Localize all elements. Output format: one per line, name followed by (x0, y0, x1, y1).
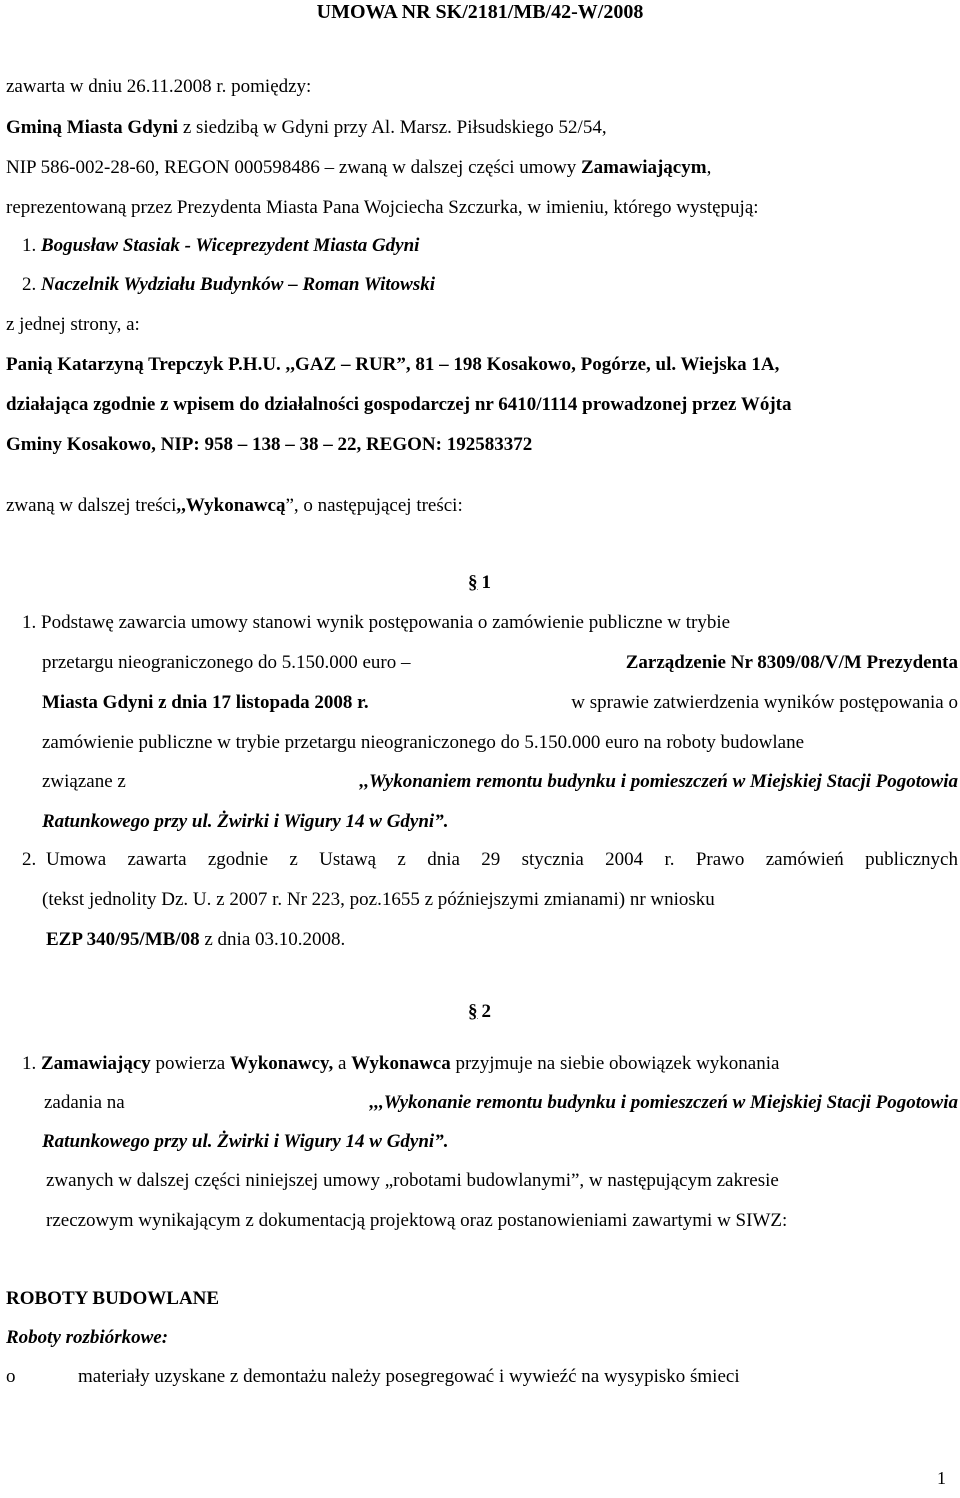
task-name: ,,,Wykonanie remontu budynku i pomieszczeń w Miejskiej Stacji Pogotowia (369, 1092, 958, 1113)
s1-p1-l2-text: przetargu nieograniczonego do 5.150.000 euro – (42, 652, 411, 673)
works-item-text: materiały uzyskane z demontażu należy posegregować i wywieźć na wysypisko śmieci (78, 1366, 740, 1387)
s1-p2-line-3 (46, 928, 345, 952)
s1-p1-line-6: Ratunkowego przy ul. Żwirki i Wigury 14 w Gdyni”. (42, 811, 449, 832)
text: przyjmuje na siebie obowiązek wykonania (450, 1053, 780, 1074)
contractor-name: Panią Katarzyną Trepczyk P.H.U. ,,GAZ – RUR”, 81 – 198 Kosakowo, Pogórze, ul. (6, 354, 677, 375)
contractor-line-4 (6, 494, 463, 518)
text: powierza (150, 1053, 230, 1074)
contractor-line-2: działająca zgodnie z wpisem do działalności gospodarczej nr 6410/1114 prowadzonej przez Wójta (6, 394, 792, 415)
task-name: ,,Wykonaniem remontu budynku i pomieszczeń w Miejskiej Stacji Pogotowia (359, 771, 958, 792)
s1-p1-line-2 (42, 651, 958, 675)
works-heading: ROBOTY BUDOWLANE (6, 1288, 220, 1309)
zarzadzenie-date: Miasta Gdyni z dnia 17 listopada 2008 r. (42, 692, 369, 713)
s2-p1-line-3: Ratunkowego przy ul. Żwirki i Wigury 14 w Gdyni”. (42, 1131, 449, 1152)
s2-p1-line-1 (22, 1052, 779, 1076)
section-number: 2 (481, 1001, 491, 1022)
works-subheading: Roboty rozbiórkowe: (6, 1327, 169, 1348)
s2-p1-l2-text: zadania na (44, 1092, 125, 1113)
representative-2 (22, 273, 435, 297)
zarzadzenie-ref: Zarządzenie Nr 8309/08/V/M Prezydenta (625, 652, 958, 673)
ezp-number: EZP 340/95/MB/08 (46, 929, 200, 950)
s2-p1-line-5: rzeczowym wynikającym z dokumentacją projektową oraz postanowieniami zawartymi w SIWZ: (46, 1210, 788, 1231)
s1-p2-number: 2. (22, 849, 37, 870)
section-mark: § (468, 572, 478, 593)
s1-p2-line-1 (22, 848, 958, 872)
party-name: Gminą Miasta Gdyni (6, 117, 179, 138)
zamawiajacy-term: Zamawiającym (580, 157, 707, 178)
contractor-line-1 (6, 353, 779, 377)
rep-1-name: Bogusław Stasiak - Wiceprezydent Miasta Gdyni (41, 235, 420, 256)
intro-representation-line: reprezentowaną przez Prezydenta Miasta Pana Wojciecha Szczurka, w imieniu, którego występują: (6, 197, 759, 218)
wykonawca-term: ,,Wykonawcą (176, 495, 286, 516)
section-2-heading (468, 1000, 491, 1024)
document-title: UMOWA NR SK/2181/MB/42-W/2008 (316, 1, 644, 23)
s1-p1-line-1 (22, 611, 730, 635)
rep-2-name: Naczelnik Wydziału Budynków – Roman Witowski (41, 274, 435, 295)
wykonawca-term: Wykonawca (351, 1053, 451, 1074)
section-number: 1 (481, 572, 491, 593)
intro-date-line: zawarta w dniu 26.11.2008 r. pomiędzy: (6, 76, 312, 97)
s1-p1-number: 1. (22, 612, 37, 633)
page-number: 1 (937, 1468, 946, 1488)
text: a (333, 1053, 352, 1074)
section-mark: § (468, 1001, 478, 1022)
s1-p1-line-5 (42, 770, 958, 794)
representative-1 (22, 234, 419, 258)
rep-1-number: 1. (22, 235, 37, 256)
contractor-intro-text: zwaną w dalszej treści (6, 495, 177, 516)
zamawiajacy-term: Zamawiający (41, 1053, 151, 1074)
contractor-tail: ”, o następującej treści: (285, 495, 463, 516)
s1-p1-l3-text: w sprawie zatwierdzenia wyników postępowania o (571, 692, 958, 713)
section-1-heading (468, 571, 491, 595)
s2-p1-line-2 (44, 1091, 958, 1115)
s1-p1-line-4: zamówienie publiczne w trybie przetargu nieograniczonego do 5.150.000 euro na roboty budowlane (42, 732, 805, 753)
s2-p1-line-4: zwanych w dalszej części niniejszej umowy „robotami budowlanymi”, w następującym zakresie (46, 1170, 779, 1191)
ezp-date: z dnia 03.10.2008. (199, 929, 346, 950)
s1-p1-text: Podstawę zawarcia umowy stanowi wynik postępowania o zamówienie publiczne w trybie (41, 612, 731, 633)
nip-text: NIP 586-002-28-60, REGON 000598486 – zwaną w dalszej części umowy (6, 157, 581, 178)
party-address: z siedzibą w Gdyni przy Al. Marsz. Piłsudskiego 52/54, (178, 117, 607, 138)
intro-nip-line (6, 156, 711, 180)
s1-p2-text: Umowa zawarta zgodnie z Ustawą z dnia 29 stycznia 2004 r. Prawo zamówień publicznych (46, 849, 958, 870)
s1-p2-line-2: (tekst jednolity Dz. U. z 2007 r. Nr 223, poz.1655 z późniejszymi zmianami) nr wniosku (42, 889, 715, 910)
contractor-line-3: Gminy Kosakowo, NIP: 958 – 138 – 38 – 22, REGON: 192583372 (6, 434, 533, 455)
intro-party-line (6, 116, 607, 140)
bullet-icon: o (6, 1366, 16, 1387)
rep-2-number: 2. (22, 274, 37, 295)
wykonawcy-term: Wykonawcy, (229, 1053, 334, 1074)
s1-p1-line-3 (42, 691, 958, 715)
works-item-1 (6, 1365, 740, 1389)
contractor-street: Wiejska 1A, (676, 354, 780, 375)
side-line: z jednej strony, a: (6, 314, 140, 335)
comma: , (706, 157, 712, 178)
s2-p1-number: 1. (22, 1053, 37, 1074)
s1-p1-l5-text: związane z (42, 771, 126, 792)
